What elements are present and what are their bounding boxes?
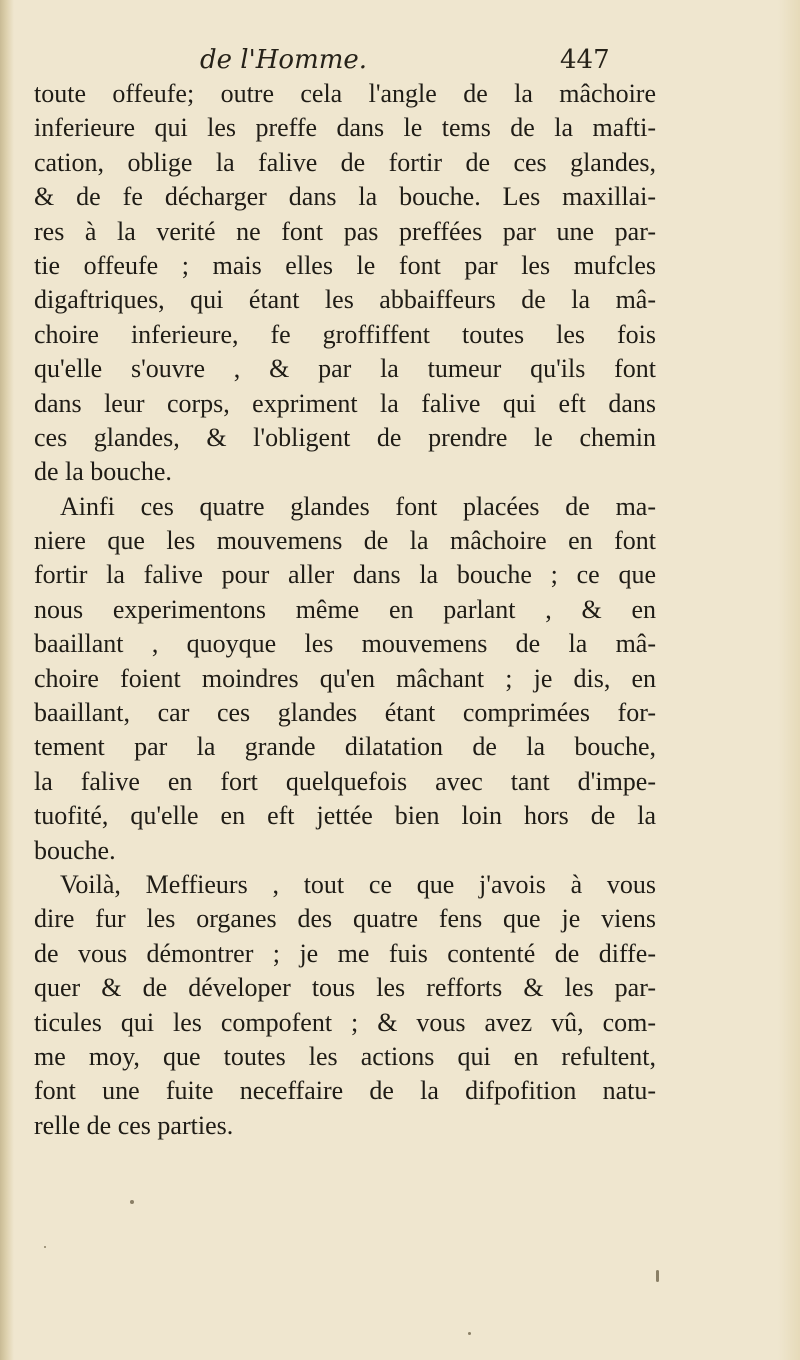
- text-line: dans leur corps, expriment la falive qui eft dans: [34, 388, 656, 418]
- text-line: de la bouche.: [34, 457, 172, 487]
- text-line: Ainfi ces quatre glandes font placées de ma-: [60, 491, 656, 521]
- text-line: la falive en fort quelquefois avec tant d'impe-: [34, 766, 656, 796]
- text-line: baaillant, car ces glandes étant comprimées for-: [34, 698, 656, 728]
- page-gutter: [0, 0, 14, 1360]
- text-line: ces glandes, & l'obligent de prendre le chemin: [34, 422, 656, 452]
- text-line: niere que les mouvemens de la mâchoire en font: [34, 526, 656, 556]
- running-head: de l'Homme.: [200, 45, 368, 75]
- text-line: inferieure qui les preffe dans le tems de la mafti-: [34, 113, 656, 143]
- text-line: me moy, que toutes les actions qui en refultent,: [34, 1041, 656, 1071]
- paper-speck: [656, 1270, 659, 1282]
- text-line: font une fuite neceffaire de la difpofition natu-: [34, 1076, 656, 1106]
- page-number: 447: [560, 45, 610, 75]
- text-line: fortir la falive pour aller dans la bouche ; ce que: [34, 560, 656, 590]
- text-line: digaftriques, qui étant les abbaiffeurs de la mâ-: [34, 285, 656, 315]
- paper-speck: [44, 1246, 46, 1248]
- paper-speck: [130, 1200, 134, 1204]
- paper-speck: [468, 1332, 471, 1335]
- text-line: & de fe décharger dans la bouche. Les maxillai-: [34, 182, 656, 212]
- text-line: tuofité, qu'elle en eft jettée bien loin hors de la: [34, 801, 656, 831]
- text-line: baaillant , quoyque les mouvemens de la mâ-: [34, 629, 656, 659]
- text-line: tement par la grande dilatation de la bouche,: [34, 732, 656, 762]
- text-line: de vous démontrer ; je me fuis contenté de diffe-: [34, 938, 656, 968]
- text-line: cation, oblige la falive de fortir de ces glandes,: [34, 147, 656, 177]
- page-edge: [778, 0, 800, 1360]
- text-line: toute offeufe; outre cela l'angle de la mâchoire: [34, 79, 656, 108]
- text-line: nous experimentons même en parlant , & en: [34, 594, 656, 624]
- text-line: choire inferieure, fe groffiffent toutes les fois: [34, 319, 656, 349]
- text-line: relle de ces parties.: [34, 1110, 234, 1140]
- text-line: Voilà, Meffieurs , tout ce que j'avois à vous: [60, 869, 656, 899]
- body-text: [34, 77, 656, 1143]
- text-line: quer & de déveloper tous les refforts & les par-: [34, 973, 656, 1003]
- text-line: tie offeufe ; mais elles le font par les mufcles: [34, 250, 656, 280]
- text-line: bouche.: [34, 835, 116, 865]
- text-line: choire foient moindres qu'en mâchant ; je dis, en: [34, 663, 656, 693]
- text-line: ticules qui les compofent ; & vous avez vû, com-: [34, 1007, 656, 1037]
- text-line: qu'elle s'ouvre , & par la tumeur qu'ils font: [34, 354, 656, 384]
- text-line: dire fur les organes des quatre fens que je viens: [34, 904, 656, 934]
- text-line: res à la verité ne font pas preffées par une par-: [34, 216, 656, 246]
